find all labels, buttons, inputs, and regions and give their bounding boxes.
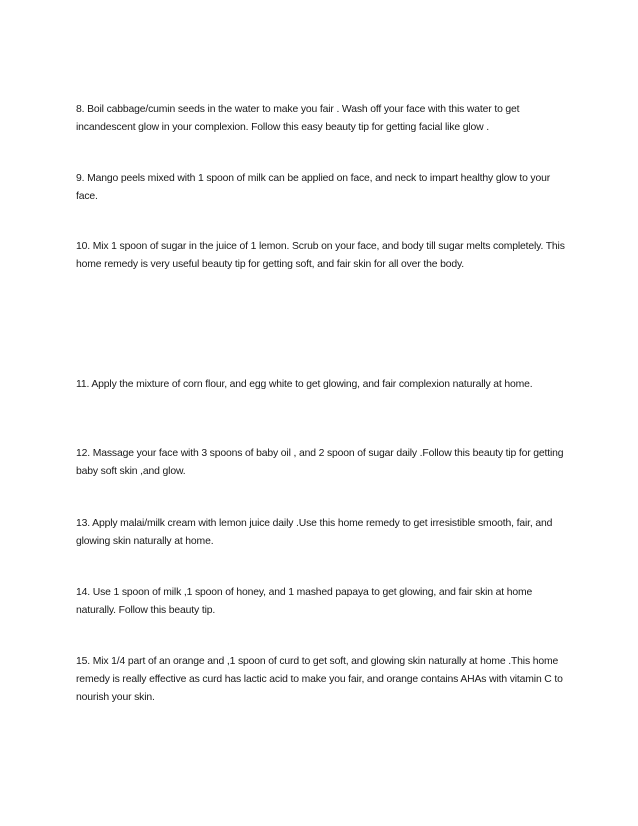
tip-9: 9. Mango peels mixed with 1 spoon of milk can be applied on face, and neck to impart healthy glow to your face. bbox=[76, 173, 551, 202]
tip-15: 15. Mix 1/4 part of an orange and ,1 spoon of curd to get soft, and glowing skin naturally at home .This home remedy is really effective as curd has lactic acid to make you fair, and orange contains AHAs with vitamin C to nourish your skin. bbox=[76, 656, 563, 703]
tip-13: 13. Apply malai/milk cream with lemon juice daily .Use this home remedy to get irresistible smooth, fair, and glowing skin naturally at home. bbox=[76, 518, 553, 547]
tip-8: 8. Boil cabbage/cumin seeds in the water to make you fair . Wash off your face with this water to get incandescent glow in your complexion. Follow this easy beauty tip for getting facial like glow . bbox=[76, 104, 520, 133]
tip-11: 11. Apply the mixture of corn flour, and egg white to get glowing, and fair complexion naturally at home. bbox=[76, 379, 533, 390]
tip-10: 10. Mix 1 spoon of sugar in the juice of 1 lemon. Scrub on your face, and body till sugar melts completely. This home remedy is very useful beauty tip for getting soft, and fair skin for all over the body. bbox=[76, 241, 565, 270]
tip-14: 14. Use 1 spoon of milk ,1 spoon of honey, and 1 mashed papaya to get glowing, and fair skin at home naturally. Follow this beauty tip. bbox=[76, 587, 533, 616]
tip-12: 12. Massage your face with 3 spoons of baby oil , and 2 spoon of sugar daily .Follow this beauty tip for getting baby soft skin ,and glow. bbox=[76, 448, 564, 477]
